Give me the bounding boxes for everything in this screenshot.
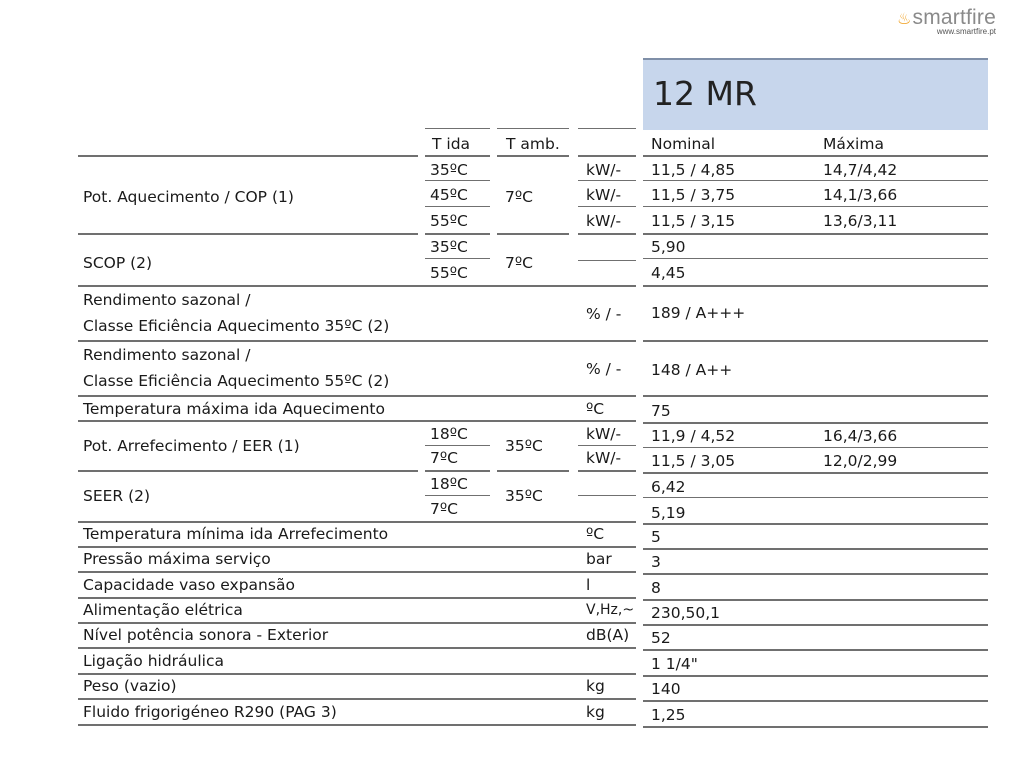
row-label: Peso (vazio) (83, 677, 177, 695)
divider (643, 624, 988, 626)
nominal-value: 11,5 / 3,75 (651, 186, 736, 204)
row-label-line1: Rendimento sazonal / (83, 291, 251, 309)
model-title: 12 MR (653, 74, 757, 113)
brand-url: www.smartfire.pt (936, 27, 996, 36)
t-ida-value: 55ºC (430, 264, 468, 282)
row-label: SCOP (2) (83, 254, 153, 272)
row-label: Nível potência sonora - Exterior (83, 626, 329, 644)
row-label-line2: Classe Eficiência Aquecimento 35ºC (2) (83, 317, 390, 335)
t-ida-value: 45ºC (430, 186, 468, 204)
unit-value: kW/- (586, 425, 622, 443)
divider (78, 470, 418, 472)
divider (643, 523, 988, 525)
t-ida-value: 35ºC (430, 238, 468, 256)
nominal-value: 1,25 (651, 706, 686, 724)
maxima-value: 12,0/2,99 (823, 452, 898, 470)
divider (643, 700, 988, 702)
header-t-amb: T amb. (506, 135, 560, 153)
divider (78, 698, 636, 700)
divider (78, 233, 418, 235)
divider (425, 155, 490, 157)
divider (425, 495, 490, 496)
t-ida-value: 18ºC (430, 475, 468, 493)
brand-name: smartfire (912, 6, 996, 29)
unit-value: bar (586, 550, 612, 568)
nominal-value: 11,5 / 3,15 (651, 212, 736, 230)
unit-value: % / - (586, 360, 622, 378)
divider (643, 340, 988, 342)
divider (497, 155, 569, 157)
row-label-line2: Classe Eficiência Aquecimento 55ºC (2) (83, 372, 390, 390)
nominal-value: 5 (651, 528, 661, 546)
nominal-value: 148 / A++ (651, 361, 733, 379)
nominal-value: 52 (651, 629, 671, 647)
divider (578, 470, 636, 472)
row-label: Alimentação elétrica (83, 601, 243, 619)
nominal-value: 11,5 / 4,85 (651, 161, 736, 179)
nominal-value: 11,5 / 3,05 (651, 452, 736, 470)
divider (643, 180, 988, 181)
divider (78, 597, 636, 599)
nominal-value: 6,42 (651, 478, 686, 496)
row-label: Ligação hidráulica (83, 652, 225, 670)
unit-value: kg (586, 677, 605, 695)
divider (497, 233, 569, 235)
divider (578, 495, 636, 496)
divider (643, 258, 988, 259)
row-label-line1: Rendimento sazonal / (83, 346, 251, 364)
t-ida-value: 7ºC (430, 500, 458, 518)
divider (425, 470, 490, 472)
divider (643, 599, 988, 601)
divider (643, 233, 988, 235)
divider (425, 233, 490, 235)
header-maxima: Máxima (823, 135, 884, 153)
nominal-value: 5,19 (651, 504, 686, 522)
divider (643, 472, 988, 474)
maxima-value: 16,4/3,66 (823, 427, 898, 445)
unit-value: kW/- (586, 212, 622, 230)
divider (78, 724, 636, 726)
divider (643, 573, 988, 575)
row-label: Pressão máxima serviço (83, 550, 271, 568)
nominal-value: 1 1/4" (651, 655, 698, 673)
divider (78, 340, 636, 342)
unit-value: kg (586, 703, 605, 721)
brand-logo (897, 6, 996, 36)
divider (78, 395, 636, 397)
t-amb-value: 35ºC (505, 487, 543, 505)
divider (643, 395, 988, 397)
row-label: Pot. Arrefecimento / EER (1) (83, 437, 300, 455)
header-t-ida: T ida (432, 135, 471, 153)
header-nominal: Nominal (651, 135, 716, 153)
divider (578, 206, 636, 207)
unit-value: l (586, 576, 591, 594)
unit-value: kW/- (586, 161, 622, 179)
nominal-value: 75 (651, 402, 671, 420)
t-ida-value: 18ºC (430, 425, 468, 443)
nominal-value: 230,50,1 (651, 604, 721, 622)
divider (425, 180, 490, 181)
t-ida-value: 55ºC (430, 212, 468, 230)
divider (497, 128, 569, 129)
nominal-value: 4,45 (651, 264, 686, 282)
model-header (643, 58, 988, 130)
divider (425, 128, 490, 129)
unit-value: kW/- (586, 186, 622, 204)
divider (643, 447, 988, 448)
t-amb-value: 7ºC (505, 254, 533, 272)
divider (643, 206, 988, 207)
nominal-value: 3 (651, 553, 661, 571)
divider (578, 260, 636, 261)
maxima-value: 14,1/3,66 (823, 186, 898, 204)
divider (425, 258, 490, 259)
divider (578, 233, 636, 235)
unit-value: % / - (586, 305, 622, 323)
unit-value: V,Hz,~ (586, 602, 635, 618)
divider (78, 521, 636, 523)
divider (578, 128, 636, 129)
divider (497, 470, 569, 472)
divider (78, 571, 636, 573)
nominal-value: 189 / A+++ (651, 304, 746, 322)
divider (643, 497, 988, 498)
divider (643, 649, 988, 651)
unit-value: ºC (586, 400, 605, 418)
divider (78, 285, 636, 287)
nominal-value: 11,9 / 4,52 (651, 427, 736, 445)
nominal-value: 5,90 (651, 238, 686, 256)
row-label: Pot. Aquecimento / COP (1) (83, 188, 294, 206)
t-ida-value: 7ºC (430, 449, 458, 467)
divider (78, 546, 636, 548)
maxima-value: 14,7/4,42 (823, 161, 898, 179)
divider (643, 675, 988, 677)
divider (643, 726, 988, 728)
row-label: Capacidade vaso expansão (83, 576, 295, 594)
divider (643, 422, 988, 424)
unit-value: dB(A) (586, 626, 630, 644)
nominal-value: 8 (651, 579, 661, 597)
unit-value: ºC (586, 525, 605, 543)
divider (578, 180, 636, 181)
t-ida-value: 35ºC (430, 161, 468, 179)
nominal-value: 140 (651, 680, 681, 698)
divider (78, 647, 636, 649)
divider (425, 206, 490, 207)
unit-value: kW/- (586, 449, 622, 467)
divider (78, 155, 418, 157)
flame-icon: ♨ (896, 11, 912, 28)
t-amb-value: 7ºC (505, 188, 533, 206)
maxima-value: 13,6/3,11 (823, 212, 898, 230)
divider (643, 155, 988, 157)
row-label: Temperatura máxima ida Aquecimento (83, 400, 385, 418)
divider (643, 548, 988, 550)
t-amb-value: 35ºC (505, 437, 543, 455)
divider (578, 155, 636, 157)
divider (78, 420, 636, 422)
row-label: SEER (2) (83, 487, 151, 505)
divider (425, 445, 490, 446)
divider (78, 622, 636, 624)
divider (78, 673, 636, 675)
row-label: Fluido frigorigéneo R290 (PAG 3) (83, 703, 337, 721)
divider (643, 285, 988, 287)
divider (578, 445, 636, 446)
row-label: Temperatura mínima ida Arrefecimento (83, 525, 389, 543)
